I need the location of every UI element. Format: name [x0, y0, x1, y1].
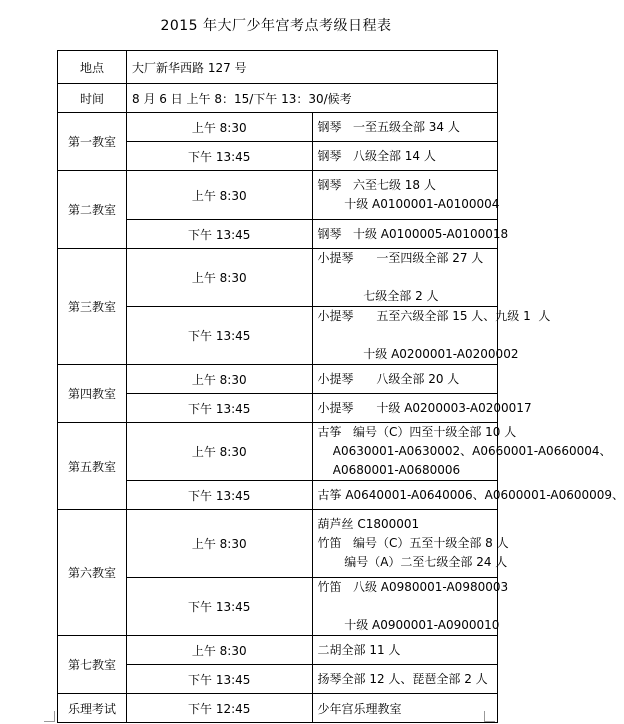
time-value: 8 月 6 日 上午 8：15/下午 13：30/候考	[127, 84, 498, 113]
room-name: 第四教室	[58, 365, 127, 423]
page-corner-mark-right	[484, 711, 495, 722]
detail-line	[318, 597, 498, 616]
detail-line: 小提琴 五至六级全部 15 人、九级 1 人	[317, 309, 551, 323]
session-row	[58, 113, 498, 142]
session-time: 下午 13:45	[127, 665, 313, 694]
session-time: 下午 13:45	[127, 394, 313, 423]
session-time: 上午 8:30	[127, 510, 313, 578]
page-corner-mark-left	[44, 711, 55, 722]
session-detail	[312, 665, 498, 694]
theory-place: 少年宫乐理教室	[312, 694, 498, 723]
detail-line: 竹笛 八级 A0980001-A0980003	[317, 580, 509, 594]
session-time: 上午 8:30	[127, 636, 313, 665]
detail-line: 葫芦丝 C1800001	[317, 517, 420, 531]
detail-line: 钢琴 十级 A0100005-A0100018	[317, 226, 509, 241]
detail-line: 十级 A0100001-A0100004	[317, 197, 500, 211]
session-time: 下午 13:45	[127, 220, 313, 249]
session-detail	[312, 394, 532, 423]
theory-time: 下午 12:45	[127, 694, 313, 723]
session-time: 下午 13:45	[127, 307, 313, 365]
session-row	[58, 249, 498, 307]
detail-line: A0680001-A0680006	[317, 463, 461, 477]
theory-name: 乐理考试	[58, 694, 127, 723]
session-detail	[312, 113, 498, 142]
detail-line: A0630001-A0630002、A0660001-A0660004、	[317, 444, 612, 458]
session-detail	[312, 481, 624, 510]
detail-line: 小提琴 八级全部 20 人	[317, 371, 460, 386]
theory-row	[58, 694, 498, 723]
session-row	[58, 365, 498, 394]
detail-line: 扬琴全部 12 人、琵琶全部 2 人	[317, 671, 488, 686]
detail-line: 小提琴 十级 A0200003-A0200017	[317, 400, 532, 415]
session-time: 上午 8:30	[127, 423, 313, 481]
detail-line: 十级 A0900001-A0900010	[317, 618, 500, 632]
detail-line: 竹笛 编号（C）五至十级全部 8 人	[317, 536, 509, 550]
session-detail	[312, 510, 509, 578]
session-row	[58, 510, 498, 578]
session-time: 上午 8:30	[127, 113, 313, 142]
detail-line: 钢琴 六至七级 18 人	[317, 178, 436, 192]
session-detail	[312, 365, 498, 394]
detail-line: 钢琴 一至五级全部 34 人	[317, 119, 460, 134]
session-detail	[312, 423, 612, 481]
location-value: 大厂新华西路 127 号	[127, 51, 498, 84]
session-detail	[312, 171, 498, 220]
time-row	[58, 84, 498, 113]
session-detail	[312, 307, 551, 365]
detail-line: 编号（A）二至七级全部 24 人	[317, 555, 508, 569]
detail-line: 二胡全部 11 人	[317, 642, 401, 657]
session-row	[58, 636, 498, 665]
page-title: 2015 年大厂少年宫考点考级日程表	[160, 18, 392, 34]
location-label: 地点	[58, 51, 127, 84]
session-time: 上午 8:30	[127, 171, 313, 220]
room-name: 第五教室	[58, 423, 127, 510]
room-name: 第七教室	[58, 636, 127, 694]
location-row	[58, 51, 498, 84]
detail-line: 古筝 A0640001-A0640006、A0600001-A0600009、	[317, 487, 624, 502]
detail-line: 十级 A0200001-A0200002	[317, 347, 519, 361]
detail-line: 古筝 编号（C）四至十级全部 10 人	[317, 425, 517, 439]
session-detail	[312, 220, 509, 249]
detail-line: 七级全部 2 人	[317, 289, 439, 303]
room-name: 第二教室	[58, 171, 127, 249]
session-detail	[312, 142, 498, 171]
time-label: 时间	[58, 84, 127, 113]
session-detail	[312, 578, 509, 636]
detail-line	[318, 268, 498, 287]
schedule-table	[57, 50, 624, 723]
session-detail	[312, 636, 498, 665]
session-time: 上午 8:30	[127, 365, 313, 394]
detail-line: 小提琴 一至四级全部 27 人	[317, 251, 484, 265]
room-name: 第一教室	[58, 113, 127, 171]
session-detail	[312, 249, 498, 307]
session-row	[58, 171, 498, 220]
detail-line	[318, 326, 498, 345]
session-time: 下午 13:45	[127, 481, 313, 510]
room-name: 第三教室	[58, 249, 127, 365]
detail-line: 钢琴 八级全部 14 人	[317, 148, 436, 163]
session-row	[58, 423, 498, 481]
room-name: 第六教室	[58, 510, 127, 636]
session-time: 上午 8:30	[127, 249, 313, 307]
session-time: 下午 13:45	[127, 142, 313, 171]
session-time: 下午 13:45	[127, 578, 313, 636]
